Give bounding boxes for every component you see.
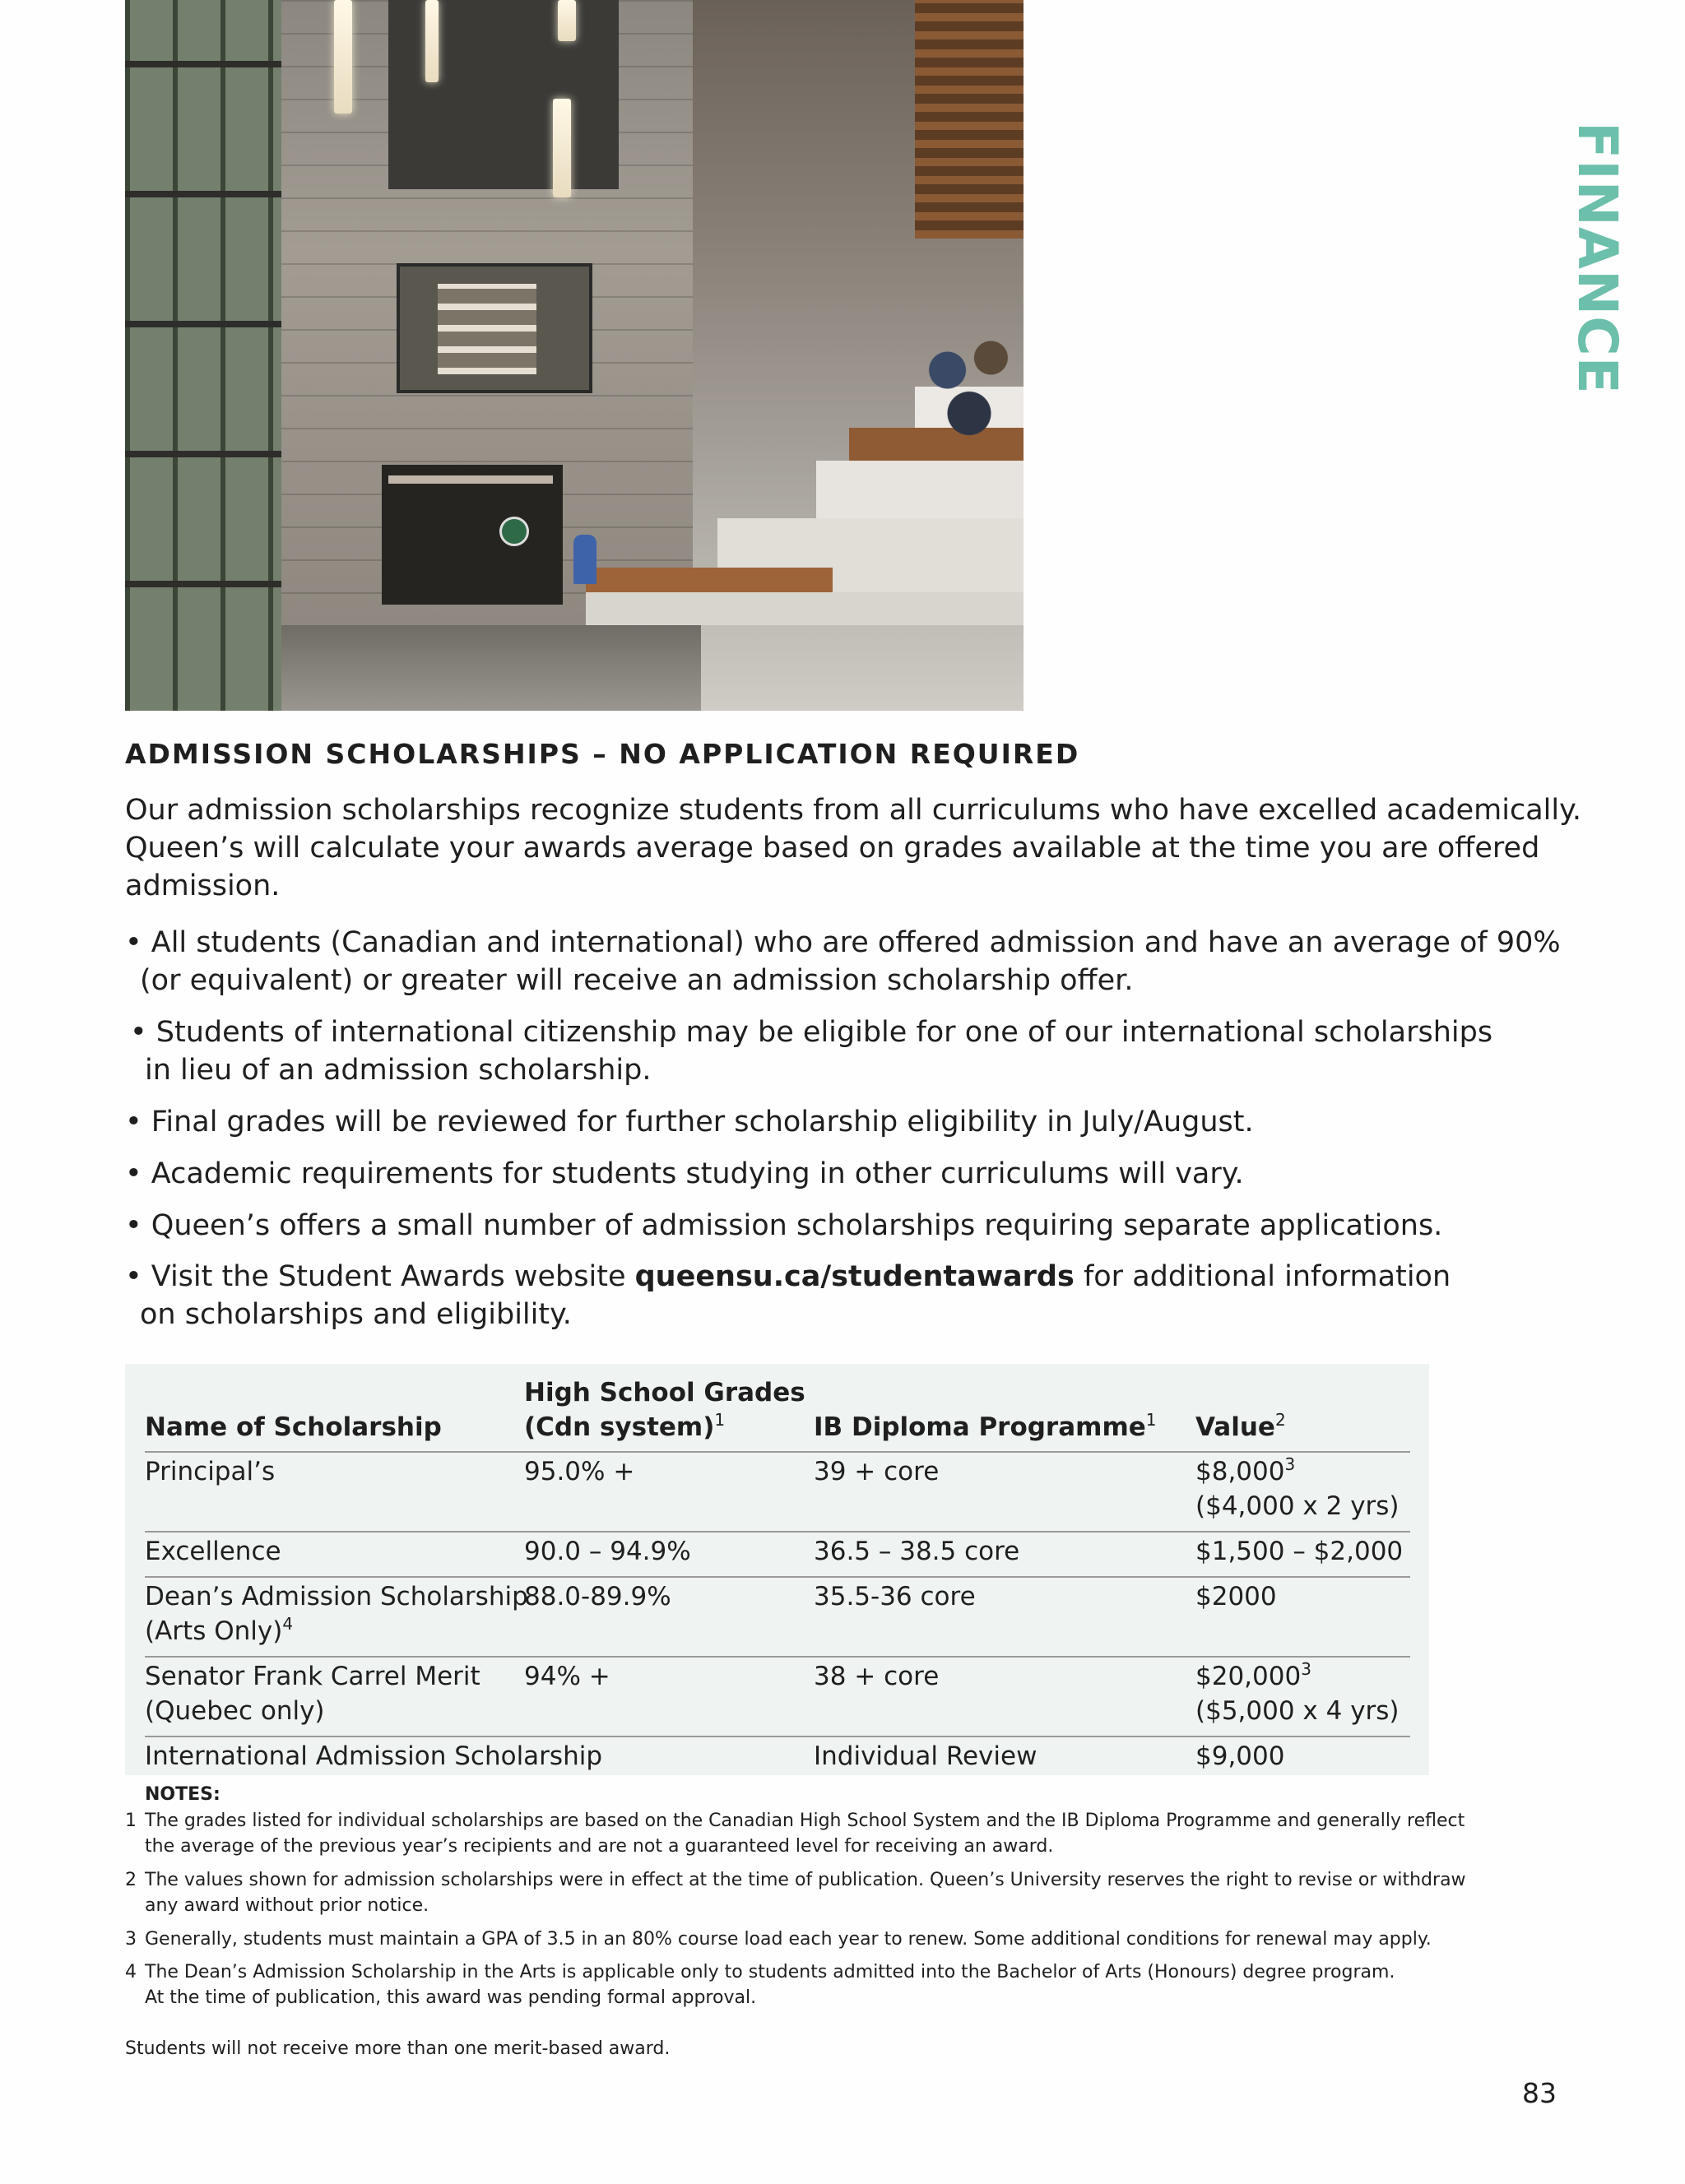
header-name: Name of Scholarship [145, 1412, 442, 1442]
bullet-item: • All students (Canadian and international) who are offered admission and have an average of 90% (or equivalent) or greater will receive an admission scholarship offer. [125, 926, 1561, 997]
bullet-item: • Students of international citizenship may be eligible for one of our international scholarships in lieu of an admission scholarship. [130, 1016, 1493, 1087]
intro-line: admission. [125, 869, 281, 902]
row-principal-value-detail: ($4,000 x 2 yrs) [1195, 1491, 1400, 1521]
row-excellence-ib: 36.5 – 38.5 core [814, 1537, 1020, 1566]
row-international-name: International Admission Scholarship [145, 1741, 603, 1771]
atrium-photo [125, 0, 1024, 711]
student-awards-link[interactable]: queensu.ca/studentawards [634, 1260, 1075, 1293]
row-deans-grades: 88.0-89.9% [524, 1582, 671, 1611]
section-tab: FINANCE [1566, 122, 1629, 395]
row-excellence-name: Excellence [145, 1537, 281, 1566]
intro-line: Queen’s will calculate your awards average based on grades available at the time you are offered [125, 832, 1540, 865]
row-deans-value: $2000 [1195, 1582, 1277, 1611]
section-heading: ADMISSION SCHOLARSHIPS – NO APPLICATION REQUIRED [125, 738, 1080, 770]
row-principal-name: Principal’s [145, 1457, 276, 1486]
bullet-item: • Final grades will be reviewed for further scholarship eligibility in July/August. [125, 1106, 1254, 1138]
row-principal-ib: 39 + core [814, 1457, 940, 1486]
table-rule [145, 1451, 1410, 1453]
row-international-value: $9,000 [1195, 1741, 1285, 1771]
table-rule [145, 1531, 1410, 1533]
row-senator-value: $20,000$^3$ [1195, 1659, 1311, 1691]
row-excellence-value: $1,500 – $2,000 [1195, 1537, 1404, 1566]
row-senator-name: Senator Frank Carrel Merit [145, 1662, 480, 1691]
row-senator-grades: 94% + [524, 1662, 610, 1691]
header-value: Value$^2$ [1195, 1410, 1286, 1442]
row-senator-value-detail: ($5,000 x 4 yrs) [1195, 1696, 1400, 1726]
header-grades: High School Grades [524, 1378, 805, 1407]
scholarship-table [125, 1364, 1429, 1775]
page-number: 83 [1522, 2077, 1557, 2109]
intro-line: Our admission scholarships recognize students from all curriculums who have excelled academically. [125, 794, 1581, 827]
bullet-item: • Academic requirements for students studying in other curriculums will vary. [125, 1157, 1244, 1190]
row-senator-ib: 38 + core [814, 1662, 940, 1691]
intro-paragraph [125, 791, 1581, 905]
row-deans-name: Dean’s Admission Scholarship [145, 1582, 528, 1611]
notes-title: NOTES: [145, 1784, 220, 1805]
row-principal-value: $8,000$^3$ [1195, 1454, 1296, 1486]
header-ib: IB Diploma Programme$^1$ [814, 1410, 1157, 1442]
row-principal-grades: 95.0% + [524, 1457, 635, 1486]
bullet-item: • Queen’s offers a small number of admission scholarships requiring separate applications. [125, 1209, 1443, 1242]
row-deans-name-sub: (Arts Only)$^4$ [145, 1614, 294, 1646]
bullet-item: • Visit the Student Awards website queensu.ca/studentawards for additional information on scholarships and eligibility. [125, 1260, 1451, 1331]
table-rule [145, 1656, 1410, 1658]
row-international-ib: Individual Review [814, 1741, 1037, 1771]
table-rule [145, 1736, 1410, 1737]
row-excellence-grades: 90.0 – 94.9% [524, 1537, 691, 1566]
header-grades-sub: (Cdn system)$^1$ [524, 1410, 726, 1442]
row-senator-name-sub: (Quebec only) [145, 1696, 325, 1726]
row-deans-ib: 35.5-36 core [814, 1582, 976, 1611]
table-rule [145, 1576, 1410, 1578]
footer-note: Students will not receive more than one merit-based award. [125, 2038, 671, 2059]
